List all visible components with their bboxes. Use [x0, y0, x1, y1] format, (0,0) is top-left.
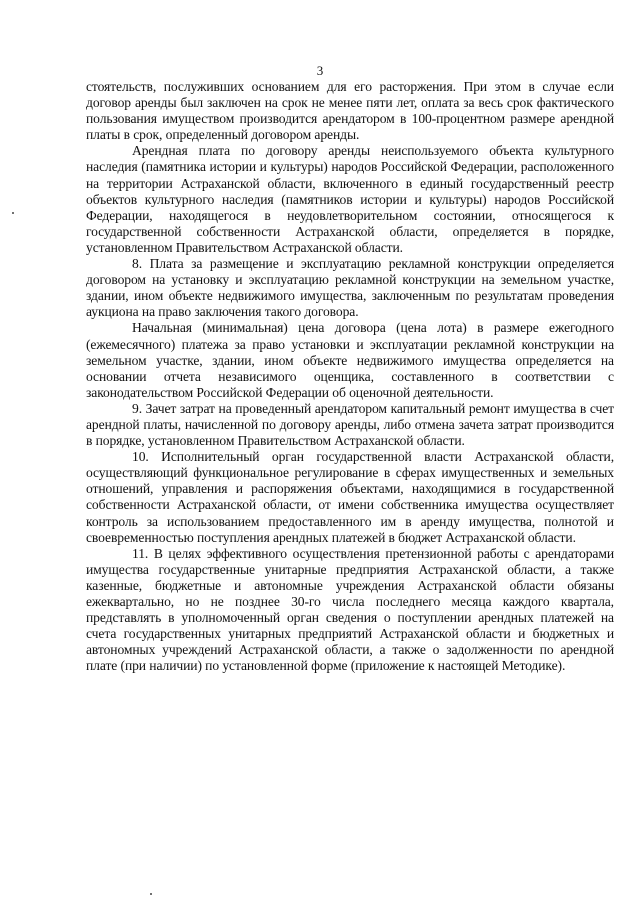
bottom-mark [150, 893, 152, 895]
paragraph-item-9: 9. Зачет затрат на проведенный арендатором капитальный ремонт имущества в счет арендной платы, начисленной по договору аренды, либо отмена зачета затрат производится в порядке, установленном Правительством Астраханской области. [86, 400, 614, 449]
paragraph-item-11: 11. В целях эффективного осуществления претензионной работы с арендаторами имущества государственные унитарные предприятия Астраханской области, а также казенные, бюджетные и автономные учреждения Астраханской области обязаны ежеквартально, но не позднее 30-го числа последнего месяца каждого квартала, представлять в уполномоченный орган сведения о поступлении арендных платежей на счета государственных унитарных предприятий Астраханской области и бюджетных и автономных учреждений Астраханской области, а также о задолженности по арендной плате (при наличии) по установленной форме (приложение к настоящей Методике). [86, 545, 614, 674]
page-number: 3 [316, 63, 324, 78]
document-body [86, 79, 614, 674]
paragraph-item-10: 10. Исполнительный орган государственной власти Астраханской области, осуществляющий функциональное регулирование в сферах имущественных и земельных отношений, управления и распоряжения объектами, находящимися в государственной собственности Астраханской области, от имени собственника имущества осуществляет контроль за использованием предоставленного им в аренду имущества, полнотой и своевременностью поступления арендных платежей в бюджет Астраханской области. [86, 449, 614, 545]
paragraph-item-8: 8. Плата за размещение и эксплуатацию рекламной конструкции определяется договором на установку и эксплуатацию рекламной конструкции на земельном участке, здании, ином объекте недвижимого имущества, заключенным по результатам проведения аукциона на право заключения такого договора. [86, 256, 614, 320]
paragraph-continuation: стоятельств, послуживших основанием для его расторжения. При этом в случае если договор аренды был заключен на срок не менее пяти лет, оплата за весь срок фактического пользования имуществом производится арендатором в 100-процентном размере арендной платы в срок, определенный договором аренды. [86, 79, 614, 143]
margin-mark [12, 212, 14, 214]
paragraph-initial-price: Начальная (минимальная) цена договора (цена лота) в размере ежегодного (ежемесячного) платежа за право установки и эксплуатации рекламной конструкции на земельном участке, здании, ином объекте недвижимого имущества определяется на основании отчета независимого оценщика, составленного в соответствии с законодательством Российской Федерации об оценочной деятельности. [86, 320, 614, 400]
paragraph-cultural-heritage-rent: Арендная плата по договору аренды неиспользуемого объекта культурного наследия (памятника истории и культуры) народов Российской Федерации, расположенного на территории Астраханской области, включенного в единый государственный реестр объектов культурного наследия (памятников истории и культуры) народов Российской Федерации, находящегося в неудовлетворительном состоянии, относящегося к государственной собственности Астраханской области, определяется в порядке, установленном Правительством Астраханской области. [86, 143, 614, 255]
